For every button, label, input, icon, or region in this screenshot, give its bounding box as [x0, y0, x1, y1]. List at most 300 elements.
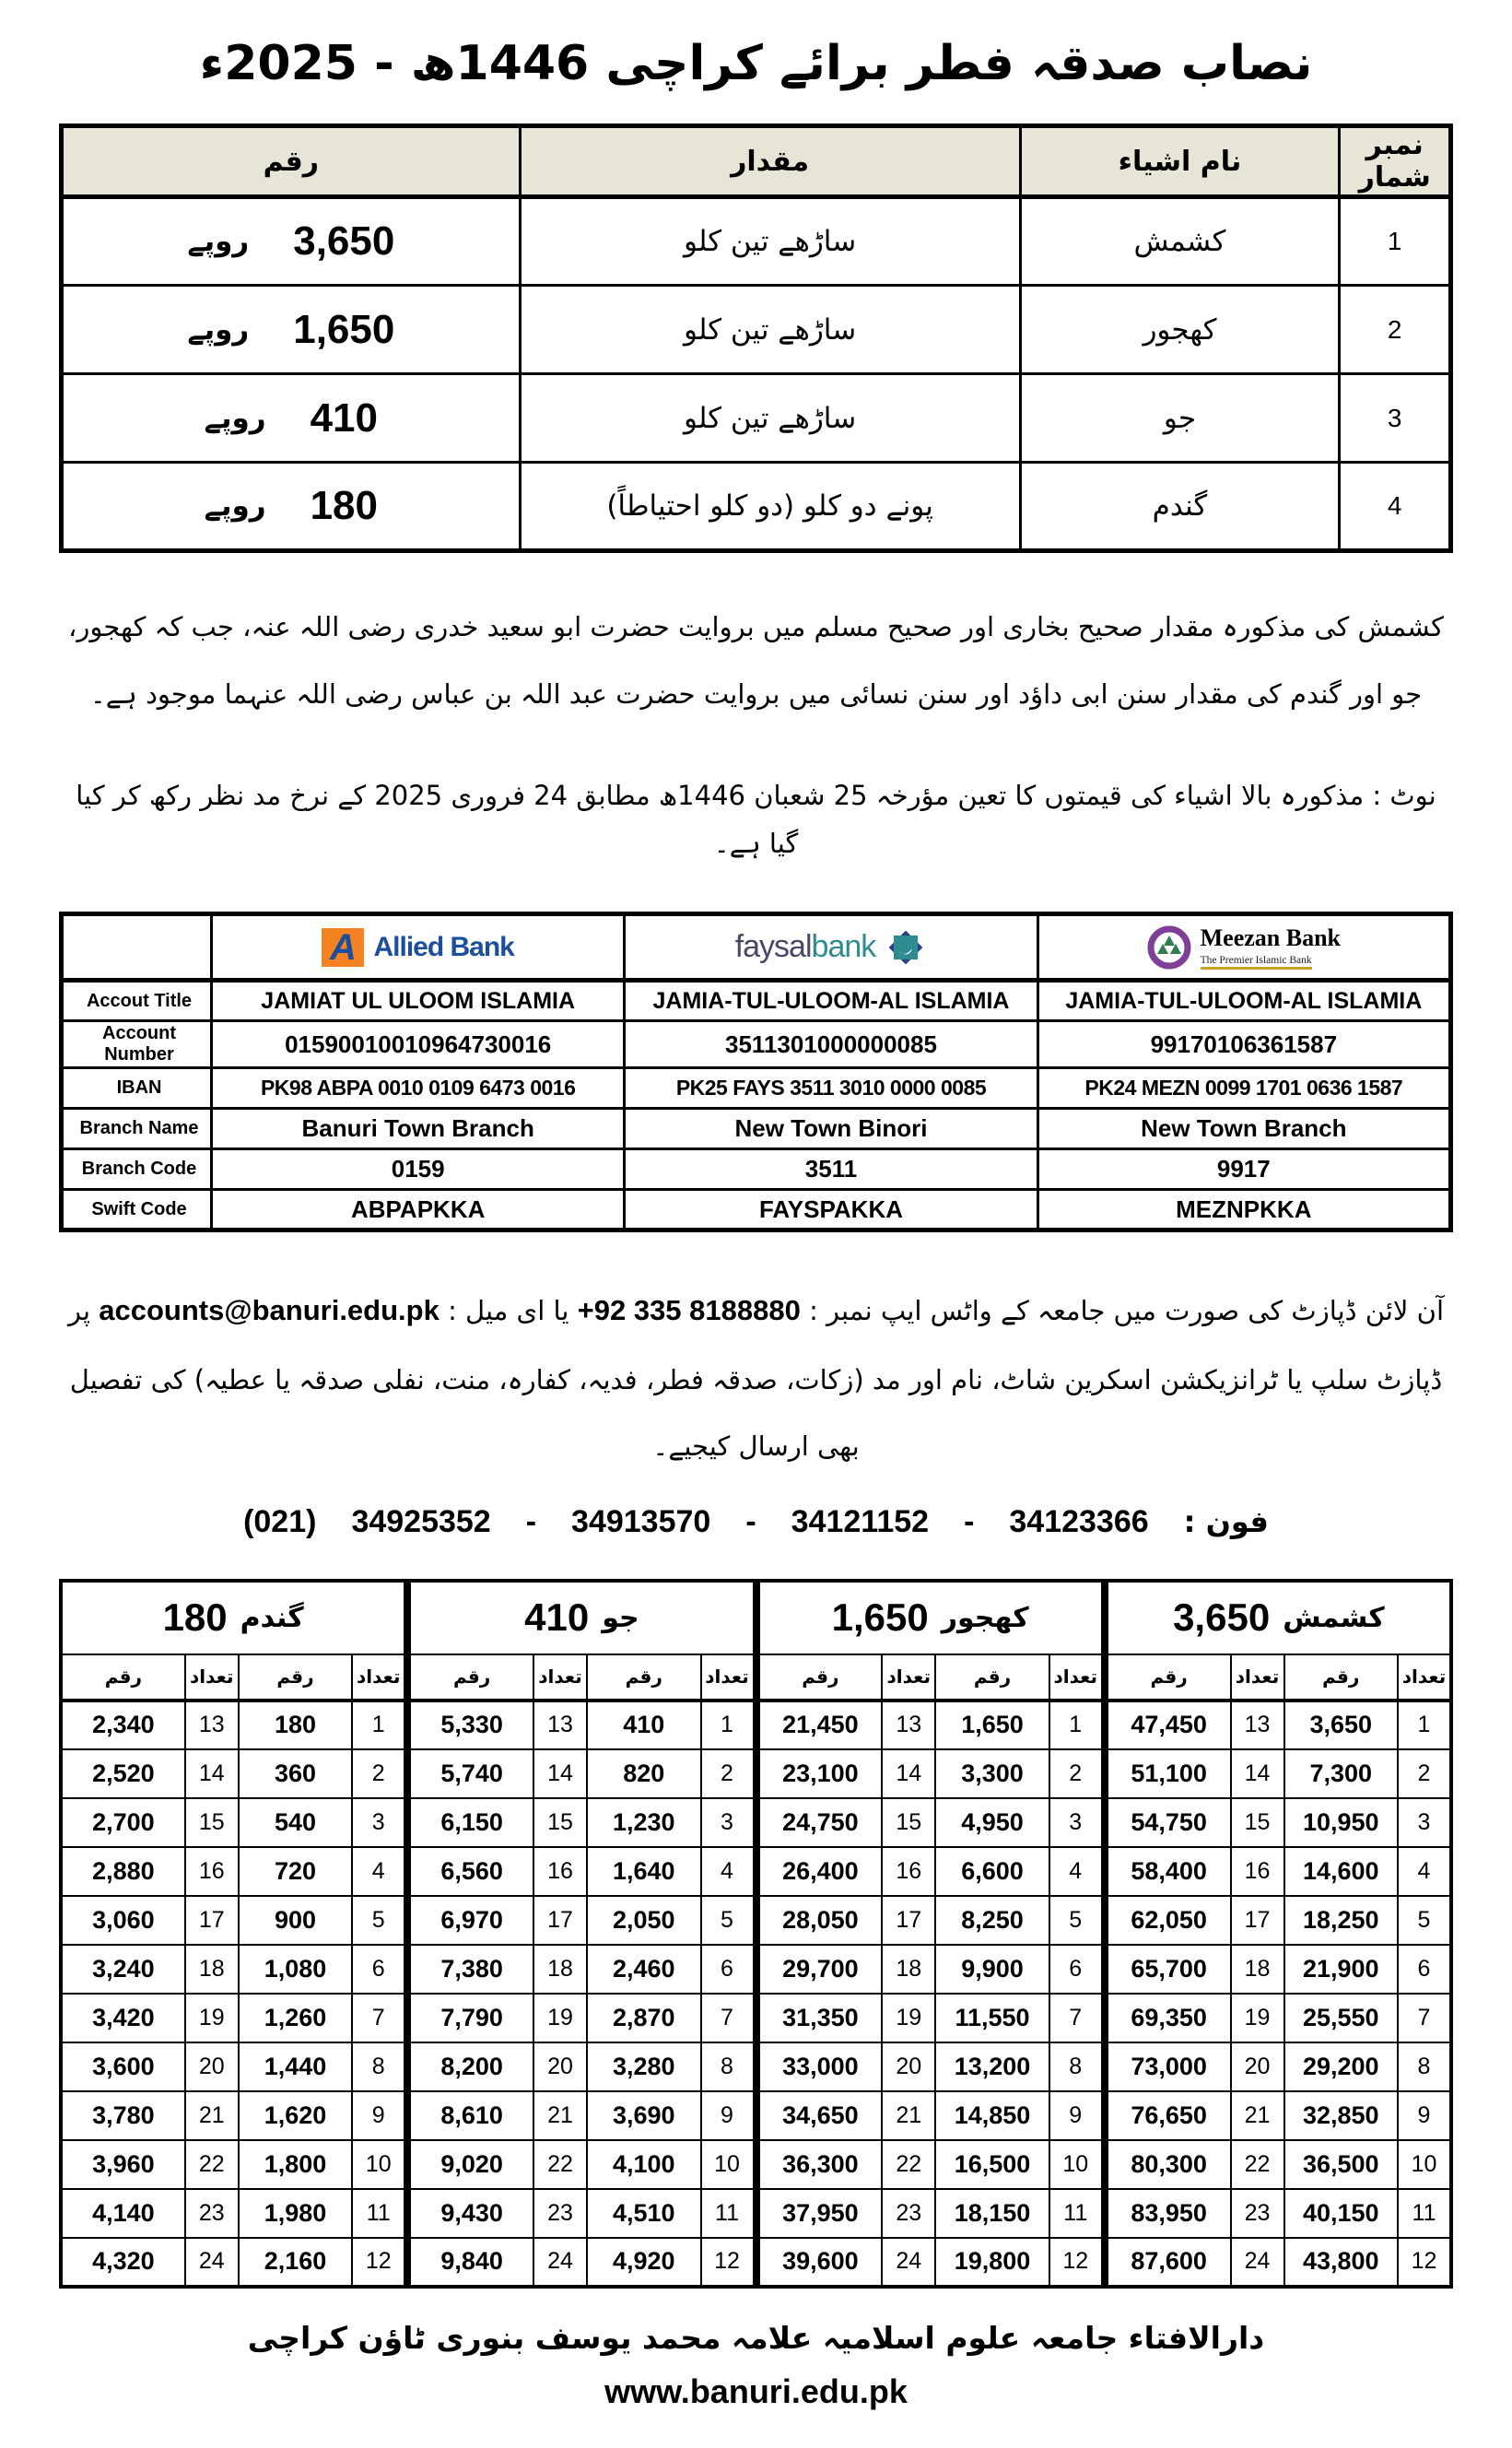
- amount-cell: 8,200: [409, 2042, 533, 2091]
- count-cell: 2: [701, 1749, 755, 1798]
- amount-cell: 360: [239, 1749, 353, 1798]
- khajoor-rows: [758, 1701, 1103, 2287]
- count-cell: 10: [1398, 2140, 1451, 2189]
- fitr-row: [758, 2189, 1103, 2238]
- amount-cell: 2,050: [587, 1896, 701, 1945]
- count-cell: 8: [352, 2042, 405, 2091]
- count-cell: 12: [701, 2238, 755, 2287]
- count-cell: 7: [352, 1994, 405, 2042]
- amount-cell: 3,650: [1284, 1701, 1399, 1749]
- count-cell: 15: [185, 1798, 239, 1847]
- amount-cell: 9,840: [409, 2238, 533, 2287]
- count-cell: 13: [533, 1701, 587, 1749]
- amount-cell: 19,800: [935, 2238, 1049, 2287]
- fitr-row: [1107, 1994, 1451, 2042]
- count-cell: 4: [701, 1847, 755, 1896]
- email-address: accounts@banuri.edu.pk: [99, 1294, 440, 1327]
- faysal-branch-name: New Town Binori: [625, 1109, 1037, 1149]
- fitr-row: [61, 2042, 405, 2091]
- amount-cell: 1,260: [239, 1994, 353, 2042]
- section-name: جو: [602, 1601, 639, 1634]
- col-header-amount: رقم: [935, 1654, 1049, 1701]
- amount-cell: 26,400: [758, 1847, 883, 1896]
- meezan-iban: PK24 MEZN 0099 1701 0636 1587: [1037, 1068, 1450, 1109]
- faysal-account-title: JAMIA-TUL-ULOOM-AL ISLAMIA: [625, 981, 1037, 1021]
- amount-cell: 900: [239, 1896, 353, 1945]
- fitr-row: [758, 1945, 1103, 1994]
- bank-logo-row: [62, 914, 1451, 981]
- count-cell: 3: [701, 1798, 755, 1847]
- header-serial: نمبر شمار: [1340, 126, 1451, 197]
- amount-cell: 4,140: [61, 2189, 185, 2238]
- amount-cell: 25,550: [1284, 1994, 1399, 2042]
- amount-cell: 36,300: [758, 2140, 883, 2189]
- amount-cell: 1,440: [239, 2042, 353, 2091]
- count-cell: 1: [1049, 1701, 1103, 1749]
- amount-cell: 51,100: [1107, 1749, 1231, 1798]
- gandum-rows: [61, 1701, 405, 2287]
- meezan-bank-logo: [1040, 925, 1448, 971]
- row-label-branch-name: Branch Name: [62, 1109, 212, 1149]
- fitr-row: [1107, 2189, 1451, 2238]
- fitr-row: [1107, 1945, 1451, 1994]
- price-note: نوٹ : مذکورہ بالا اشیاء کی قیمتوں کا تعین مؤرخہ 25 شعبان 1446ھ مطابق 24 فروری 2025 کے نرخ مد نظر رکھ کر کیا گیا ہے۔: [76, 780, 1436, 860]
- meezan-branch-name: New Town Branch: [1037, 1109, 1450, 1149]
- online-text-after-email: پر: [67, 1295, 91, 1327]
- count-cell: 22: [1231, 2140, 1284, 2189]
- count-cell: 10: [352, 2140, 405, 2189]
- amount-cell: 4,100: [587, 2140, 701, 2189]
- quantity-cell: ساڑھے تین کلو: [520, 197, 1020, 286]
- serial-cell: 4: [1340, 463, 1451, 551]
- count-cell: 5: [1398, 1896, 1451, 1945]
- serial-cell: 3: [1340, 374, 1451, 463]
- phone-number-1: 34123366: [1009, 1503, 1149, 1539]
- amount-cell: 54,750: [1107, 1798, 1231, 1847]
- amount-cell: 87,600: [1107, 2238, 1231, 2287]
- amount-cell: 18,250: [1284, 1896, 1399, 1945]
- faysal-bank-name-part1: faysal: [734, 929, 812, 965]
- fitr-row: [758, 2140, 1103, 2189]
- count-cell: 7: [1049, 1994, 1103, 2042]
- bank-details-table: [59, 912, 1453, 1232]
- header-amount: رقم: [62, 126, 521, 197]
- col-header-amount: رقم: [1284, 1654, 1399, 1701]
- rates-body: [62, 197, 1451, 551]
- amount-cell: 36,500: [1284, 2140, 1399, 2189]
- amount-cell: 13,200: [935, 2042, 1049, 2091]
- amount-cell: 3,780: [61, 2091, 185, 2140]
- amount-cell: 2,700: [61, 1798, 185, 1847]
- section-header-khajoor: [758, 1581, 1103, 1654]
- amount-cell: 7,790: [409, 1994, 533, 2042]
- fitr-row: [409, 1945, 754, 1994]
- count-cell: 14: [1231, 1749, 1284, 1798]
- amount-cell: 18,150: [935, 2189, 1049, 2238]
- count-cell: 5: [701, 1896, 755, 1945]
- amount-cell: 3,060: [61, 1896, 185, 1945]
- col-header-count: تعداد: [882, 1654, 935, 1701]
- amount-cell: 7,380: [409, 1945, 533, 1994]
- phone-number-2: 34121152: [791, 1503, 930, 1539]
- meezan-swift-code: MEZNPKKA: [1037, 1190, 1450, 1230]
- fitr-row: [61, 1749, 405, 1798]
- faysal-star-icon: [885, 926, 927, 969]
- amount-cell: 43,800: [1284, 2238, 1399, 2287]
- fitr-row: [409, 1994, 754, 2042]
- document-page: [0, 28, 1512, 2448]
- section-rate: 410: [524, 1595, 590, 1640]
- item-name-cell: گندم: [1020, 463, 1340, 551]
- fitr-row: [1107, 1896, 1451, 1945]
- rupees-label: روپے: [187, 225, 250, 258]
- count-cell: 17: [1231, 1896, 1284, 1945]
- fitr-row: [409, 2140, 754, 2189]
- count-cell: 9: [1049, 2091, 1103, 2140]
- faysal-bank-logo: [627, 926, 1035, 969]
- count-cell: 21: [533, 2091, 587, 2140]
- amount-cell: [62, 286, 521, 374]
- amount-cell: 62,050: [1107, 1896, 1231, 1945]
- amount-cell: 2,460: [587, 1945, 701, 1994]
- count-cell: 11: [1049, 2189, 1103, 2238]
- count-cell: 3: [352, 1798, 405, 1847]
- faysal-account-number: 3511301000000085: [625, 1021, 1037, 1068]
- count-cell: 15: [1231, 1798, 1284, 1847]
- fitr-row: [758, 2238, 1103, 2287]
- amount-cell: 1,980: [239, 2189, 353, 2238]
- allied-swift-code: ABPAPKKA: [212, 1190, 625, 1230]
- fitr-row: [409, 1847, 754, 1896]
- count-cell: 24: [185, 2238, 239, 2287]
- row-label-iban: IBAN: [62, 1068, 212, 1109]
- header-quantity: مقدار: [520, 126, 1020, 197]
- section-rate: 3,650: [1173, 1595, 1271, 1640]
- amount-cell: 4,510: [587, 2189, 701, 2238]
- count-cell: 12: [1049, 2238, 1103, 2287]
- count-cell: 11: [352, 2189, 405, 2238]
- count-cell: 2: [1049, 1749, 1103, 1798]
- amount-cell: 9,900: [935, 1945, 1049, 1994]
- count-cell: 12: [352, 2238, 405, 2287]
- count-cell: 5: [1049, 1896, 1103, 1945]
- amount-cell: 3,280: [587, 2042, 701, 2091]
- rates-row: [62, 374, 1451, 463]
- fitr-row: [61, 1798, 405, 1847]
- fitr-section-gandum: [59, 1579, 407, 2289]
- count-cell: 12: [1398, 2238, 1451, 2287]
- count-cell: 20: [185, 2042, 239, 2091]
- count-cell: 4: [352, 1847, 405, 1896]
- count-cell: 13: [185, 1701, 239, 1749]
- amount-cell: 410: [587, 1701, 701, 1749]
- count-cell: 16: [533, 1847, 587, 1896]
- row-label-account-title: Accout Title: [62, 981, 212, 1021]
- amount-cell: 6,970: [409, 1896, 533, 1945]
- count-cell: 11: [701, 2189, 755, 2238]
- phone-number-3: 34913570: [571, 1503, 711, 1539]
- count-cell: 6: [1049, 1945, 1103, 1994]
- count-cell: 16: [1231, 1847, 1284, 1896]
- fitr-row: [758, 1847, 1103, 1896]
- col-header-count: تعداد: [185, 1654, 239, 1701]
- faysal-swift-code: FAYSPAKKA: [625, 1190, 1037, 1230]
- count-cell: 14: [882, 1749, 935, 1798]
- fitr-row: [758, 1994, 1103, 2042]
- whatsapp-number: +92 335 8188880: [577, 1294, 801, 1327]
- fitr-row: [1107, 2238, 1451, 2287]
- hadith-note: کشمش کی مذکورہ مقدار صحیح بخاری اور صحیح مسلم میں بروایت حضرت ابو سعید خدری رضی اللہ عنہ، جب کہ کھجور، جو اور گندم کی مقدار سنن ابی داؤد اور سنن نسائی میں بروایت حضرت عبد اللہ بن عباس رضی اللہ عنہما موجود ہے۔: [68, 611, 1444, 710]
- amount-cell: 180: [239, 1701, 353, 1749]
- count-cell: 14: [533, 1749, 587, 1798]
- amount-cell: 83,950: [1107, 2189, 1231, 2238]
- amount-cell: 16,500: [935, 2140, 1049, 2189]
- institution-name: دارالافتاء جامعہ علوم اسلامیہ علامہ محمد یوسف بنوری ٹاؤن کراچی: [247, 2319, 1265, 2356]
- amount-cell: 1,080: [239, 1945, 353, 1994]
- col-header-count: تعداد: [533, 1654, 587, 1701]
- count-cell: 4: [1398, 1847, 1451, 1896]
- fitr-section-kishmish: [1105, 1579, 1453, 2289]
- count-cell: 8: [701, 2042, 755, 2091]
- amount-cell: 3,690: [587, 2091, 701, 2140]
- fitr-row: [1107, 2140, 1451, 2189]
- count-cell: 23: [185, 2189, 239, 2238]
- amount-value: 410: [310, 394, 378, 441]
- count-cell: 20: [533, 2042, 587, 2091]
- count-cell: 1: [701, 1701, 755, 1749]
- amount-cell: 6,560: [409, 1847, 533, 1896]
- count-cell: 5: [352, 1896, 405, 1945]
- count-cell: 23: [882, 2189, 935, 2238]
- col-header-count: تعداد: [1398, 1654, 1451, 1701]
- amount-cell: 8,250: [935, 1896, 1049, 1945]
- amount-cell: 8,610: [409, 2091, 533, 2140]
- faysal-iban: PK25 FAYS 3511 3010 0000 0085: [625, 1068, 1037, 1109]
- amount-cell: 5,740: [409, 1749, 533, 1798]
- amount-cell: 29,700: [758, 1945, 883, 1994]
- amount-cell: 14,600: [1284, 1847, 1399, 1896]
- amount-cell: 23,100: [758, 1749, 883, 1798]
- count-cell: 24: [1231, 2238, 1284, 2287]
- count-cell: 22: [882, 2140, 935, 2189]
- fitr-row: [409, 2238, 754, 2287]
- amount-cell: 2,520: [61, 1749, 185, 1798]
- meezan-account-number: 99170106361587: [1037, 1021, 1450, 1068]
- count-cell: 19: [185, 1994, 239, 2042]
- phone-number-4: 34925352: [351, 1503, 491, 1539]
- rates-header-row: [62, 126, 1451, 197]
- fitr-row: [409, 1701, 754, 1749]
- count-cell: 15: [882, 1798, 935, 1847]
- item-name-cell: کھجور: [1020, 286, 1340, 374]
- amount-cell: 4,920: [587, 2238, 701, 2287]
- meezan-emblem-icon: [1147, 925, 1191, 970]
- fitr-row: [1107, 1701, 1451, 1749]
- amount-cell: 76,650: [1107, 2091, 1231, 2140]
- count-cell: 18: [533, 1945, 587, 1994]
- count-cell: 4: [1049, 1847, 1103, 1896]
- amount-cell: 3,240: [61, 1945, 185, 1994]
- phone-separator: -: [964, 1503, 975, 1539]
- col-header-amount: رقم: [239, 1654, 353, 1701]
- fitr-row: [61, 2091, 405, 2140]
- amount-value: 1,650: [293, 306, 395, 352]
- amount-cell: 73,000: [1107, 2042, 1231, 2091]
- fitr-row: [1107, 1798, 1451, 1847]
- count-cell: 17: [533, 1896, 587, 1945]
- count-cell: 6: [352, 1945, 405, 1994]
- header-item: نام اشیاء: [1020, 126, 1340, 197]
- account-number-row: [62, 1021, 1451, 1068]
- amount-cell: 2,870: [587, 1994, 701, 2042]
- fitr-section-jau: [407, 1579, 756, 2289]
- empty-corner-cell: [62, 914, 212, 981]
- amount-cell: 6,150: [409, 1798, 533, 1847]
- col-header-count: تعداد: [1231, 1654, 1284, 1701]
- count-cell: 23: [533, 2189, 587, 2238]
- fitr-row: [1107, 2091, 1451, 2140]
- count-cell: 6: [701, 1945, 755, 1994]
- fitr-row: [61, 2189, 405, 2238]
- count-cell: 15: [533, 1798, 587, 1847]
- amount-cell: 65,700: [1107, 1945, 1231, 1994]
- section-rate: 180: [162, 1595, 228, 1640]
- meezan-account-title: JAMIA-TUL-ULOOM-AL ISLAMIA: [1037, 981, 1450, 1021]
- quantity-cell: ساڑھے تین کلو: [520, 286, 1020, 374]
- fitr-row: [1107, 2042, 1451, 2091]
- section-header-jau: [409, 1581, 754, 1654]
- allied-bank-logo: [214, 928, 622, 967]
- page-title: نصاب صدقہ فطر برائے کراچی 1446ھ - 2025ء: [199, 36, 1313, 91]
- phone-area-code: (021): [243, 1503, 317, 1539]
- amount-cell: 820: [587, 1749, 701, 1798]
- count-cell: 20: [882, 2042, 935, 2091]
- count-cell: 18: [1231, 1945, 1284, 1994]
- count-cell: 9: [352, 2091, 405, 2140]
- fitr-row: [61, 2140, 405, 2189]
- count-cell: 3: [1049, 1798, 1103, 1847]
- amount-cell: 540: [239, 1798, 353, 1847]
- rates-row: [62, 286, 1451, 374]
- fitr-row: [758, 2091, 1103, 2140]
- count-cell: 18: [185, 1945, 239, 1994]
- online-text-between: یا ای میل :: [448, 1295, 569, 1327]
- row-label-branch-code: Branch Code: [62, 1149, 212, 1190]
- col-header-amount: رقم: [758, 1654, 883, 1701]
- allied-account-title: JAMIAT UL ULOOM ISLAMIA: [212, 981, 625, 1021]
- amount-cell: 47,450: [1107, 1701, 1231, 1749]
- amount-cell: 14,850: [935, 2091, 1049, 2140]
- section-header-kishmish: [1107, 1581, 1451, 1654]
- count-cell: 23: [1231, 2189, 1284, 2238]
- col-header-amount: رقم: [409, 1654, 533, 1701]
- amount-cell: 29,200: [1284, 2042, 1399, 2091]
- amount-cell: 3,960: [61, 2140, 185, 2189]
- count-cell: 19: [882, 1994, 935, 2042]
- amount-cell: 32,850: [1284, 2091, 1399, 2140]
- count-cell: 10: [1049, 2140, 1103, 2189]
- row-label-account-number: Account Number: [62, 1021, 212, 1068]
- fitr-row: [409, 1896, 754, 1945]
- fitr-row: [409, 2042, 754, 2091]
- count-cell: 8: [1049, 2042, 1103, 2091]
- count-cell: 13: [1231, 1701, 1284, 1749]
- count-cell: 3: [1398, 1798, 1451, 1847]
- fitr-row: [409, 2189, 754, 2238]
- count-cell: 6: [1398, 1945, 1451, 1994]
- count-cell: 20: [1231, 2042, 1284, 2091]
- fitr-row: [758, 1798, 1103, 1847]
- count-cell: 9: [1398, 2091, 1451, 2140]
- amount-cell: [62, 463, 521, 551]
- count-cell: 13: [882, 1701, 935, 1749]
- faysal-branch-code: 3511: [625, 1149, 1037, 1190]
- fitr-section-khajoor: [756, 1579, 1105, 2289]
- meezan-branch-code: 9917: [1037, 1149, 1450, 1190]
- amount-cell: 37,950: [758, 2189, 883, 2238]
- fitr-row: [409, 1749, 754, 1798]
- count-cell: 10: [701, 2140, 755, 2189]
- count-cell: 22: [533, 2140, 587, 2189]
- amount-cell: 39,600: [758, 2238, 883, 2287]
- amount-cell: 3,600: [61, 2042, 185, 2091]
- kishmish-rows: [1107, 1701, 1451, 2287]
- swift-code-row: [62, 1190, 1451, 1230]
- quantity-cell: پونے دو کلو (دو کلو احتیاطاً): [520, 463, 1020, 551]
- fitr-row: [758, 1749, 1103, 1798]
- amount-cell: 3,300: [935, 1749, 1049, 1798]
- count-cell: 2: [1398, 1749, 1451, 1798]
- amount-cell: 1,620: [239, 2091, 353, 2140]
- section-name: کشمش: [1283, 1601, 1385, 1634]
- amount-cell: 1,650: [935, 1701, 1049, 1749]
- amount-cell: 24,750: [758, 1798, 883, 1847]
- count-cell: 24: [882, 2238, 935, 2287]
- jau-rows: [409, 1701, 754, 2287]
- amount-cell: 2,880: [61, 1847, 185, 1896]
- serial-cell: 2: [1340, 286, 1451, 374]
- count-cell: 16: [185, 1847, 239, 1896]
- item-name-cell: جو: [1020, 374, 1340, 463]
- col-header-amount: رقم: [61, 1654, 185, 1701]
- amount-cell: 4,320: [61, 2238, 185, 2287]
- fitr-row: [1107, 1749, 1451, 1798]
- amount-cell: 34,650: [758, 2091, 883, 2140]
- phone-line: [59, 1504, 1453, 1540]
- website-url: www.banuri.edu.pk: [604, 2372, 908, 2410]
- fitr-row: [758, 1701, 1103, 1749]
- amount-cell: 33,000: [758, 2042, 883, 2091]
- count-cell: 1: [352, 1701, 405, 1749]
- section-rate: 1,650: [831, 1595, 929, 1640]
- count-cell: 21: [882, 2091, 935, 2140]
- count-cell: 14: [185, 1749, 239, 1798]
- section-name: کھجور: [941, 1601, 1029, 1634]
- meezan-bank-tagline: The Premier Islamic Bank: [1201, 955, 1312, 970]
- meezan-bank-name: Meezan Bank: [1200, 924, 1342, 951]
- rates-row: [62, 197, 1451, 286]
- col-header-count: تعداد: [701, 1654, 755, 1701]
- amount-cell: 80,300: [1107, 2140, 1231, 2189]
- fitr-row: [61, 1994, 405, 2042]
- amount-cell: 9,020: [409, 2140, 533, 2189]
- fitr-rates-table: [59, 124, 1453, 553]
- amount-cell: 11,550: [935, 1994, 1049, 2042]
- amount-cell: 31,350: [758, 1994, 883, 2042]
- rates-row: [62, 463, 1451, 551]
- iban-row: [62, 1068, 1451, 1109]
- amount-cell: 69,350: [1107, 1994, 1231, 2042]
